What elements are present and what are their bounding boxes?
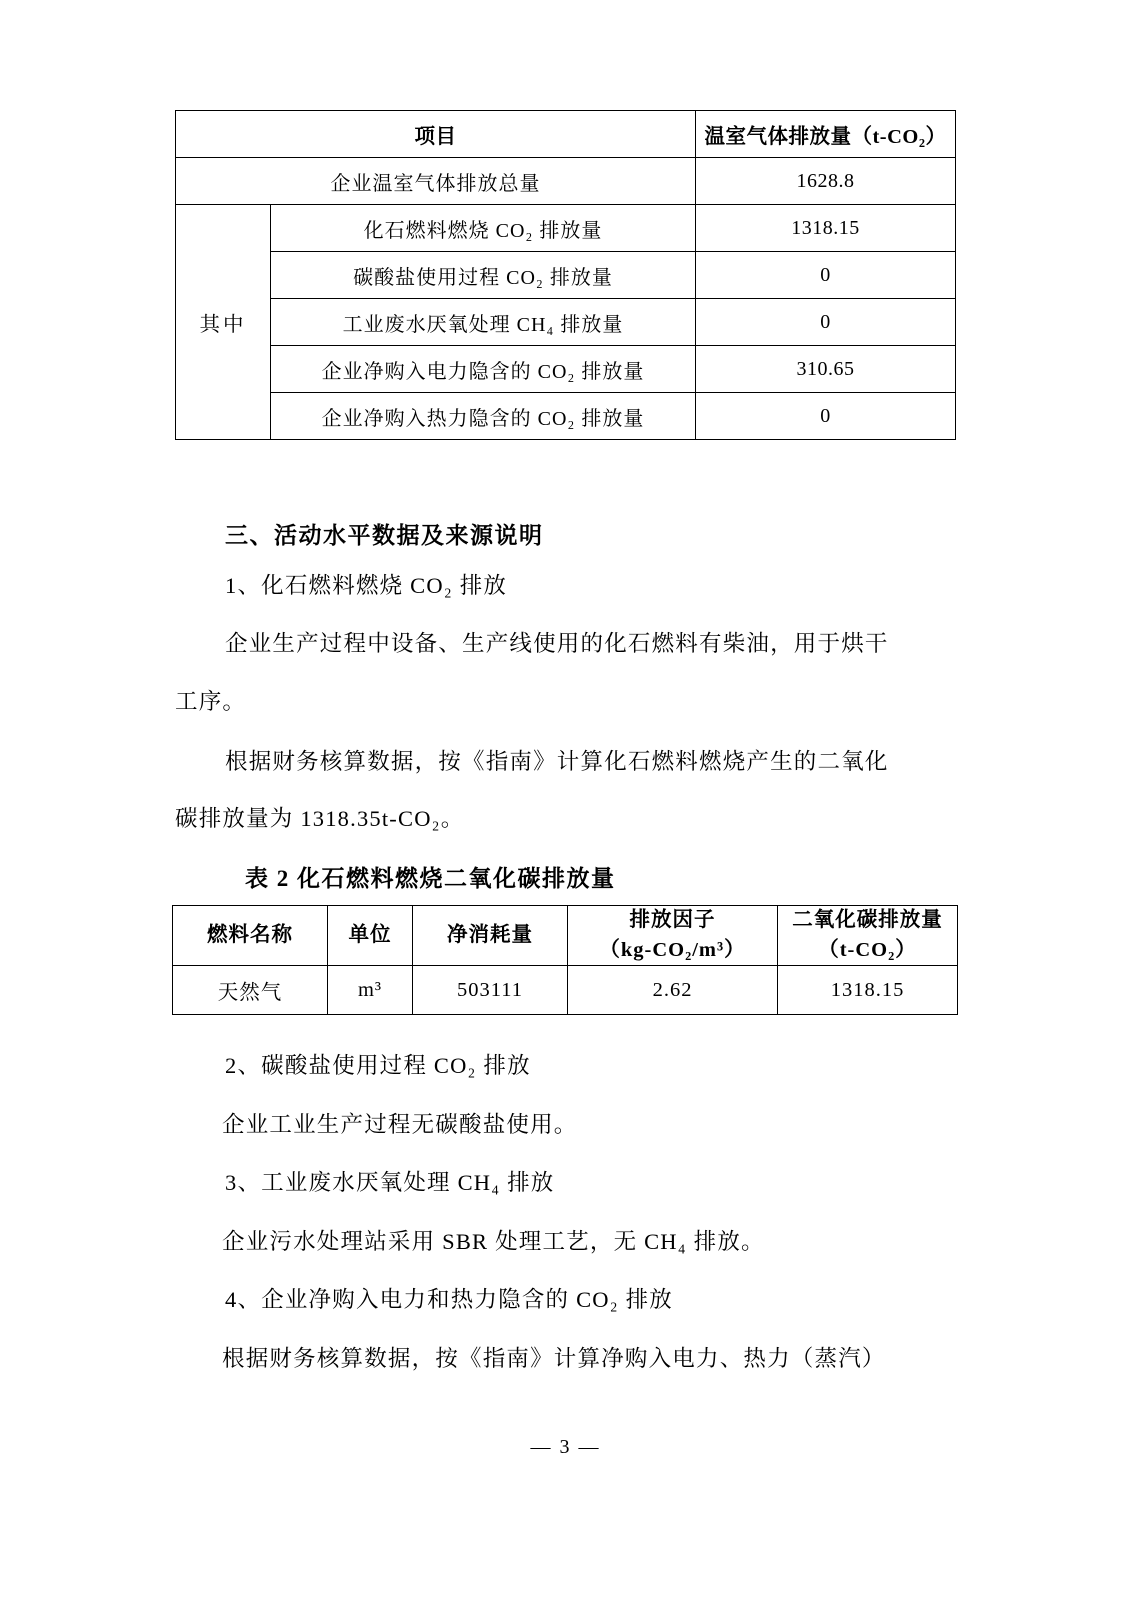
row-value-heat: 0 [696, 393, 956, 440]
table2-header-consumption: 净消耗量 [413, 906, 568, 966]
table-row [176, 252, 956, 299]
paragraph-5: 根据财务核算数据，按《指南》计算净购入电力、热力（蒸汽） [222, 1346, 886, 1371]
table2-header-factor [568, 906, 778, 966]
cell-unit: m³ [328, 966, 413, 1015]
table2-header-fuel: 燃料名称 [173, 906, 328, 966]
table2-header-emission-unit: （t-CO₂） [818, 938, 917, 961]
table-row [176, 346, 956, 393]
paragraph-1-line-2: 工序。 [175, 689, 247, 714]
table2-header-unit: 单位 [328, 906, 413, 966]
subsection-title-1: 1、化石燃料燃烧 CO₂ 排放 [225, 573, 508, 598]
paragraph-2-line-1: 根据财务核算数据，按《指南》计算化石燃料燃烧产生的二氧化 [225, 749, 889, 774]
cell-fuel-name: 天然气 [173, 966, 328, 1015]
paragraph-4: 企业污水处理站采用 SBR 处理工艺，无 CH₄ 排放。 [222, 1229, 765, 1254]
table1-header-value: 温室气体排放量（t-CO₂） [696, 111, 956, 158]
total-emissions-value: 1628.8 [696, 158, 956, 205]
row-label-wastewater: 工业废水厌氧处理 CH₄ 排放量 [271, 299, 696, 346]
paragraph-3: 企业工业生产过程无碳酸盐使用。 [222, 1112, 578, 1137]
table2-caption: 表 2 化石燃料燃烧二氧化碳排放量 [245, 866, 616, 891]
emissions-summary-table [175, 110, 956, 440]
row-value-carbonate: 0 [696, 252, 956, 299]
row-value-fossil-fuel: 1318.15 [696, 205, 956, 252]
page-number: — 3 — [530, 1436, 601, 1458]
subsection-title-2: 2、碳酸盐使用过程 CO₂ 排放 [225, 1053, 531, 1078]
table-header-row [176, 111, 956, 158]
section-heading-3: 三、活动水平数据及来源说明 [225, 523, 544, 548]
table-row [173, 966, 958, 1015]
table1-header-item: 项目 [176, 111, 696, 158]
table2-header-emission [778, 906, 958, 966]
row-label-carbonate: 碳酸盐使用过程 CO₂ 排放量 [271, 252, 696, 299]
table-header-row [173, 906, 958, 966]
table2-header-emission-text: 二氧化碳排放量 [792, 909, 943, 931]
table-row [176, 158, 956, 205]
cell-factor: 2.62 [568, 966, 778, 1015]
row-value-electricity: 310.65 [696, 346, 956, 393]
cell-emission: 1318.15 [778, 966, 958, 1015]
row-value-wastewater: 0 [696, 299, 956, 346]
table2-header-factor-unit: （kg-CO₂/m³） [599, 938, 746, 961]
paragraph-1-line-1: 企业生产过程中设备、生产线使用的化石燃料有柴油，用于烘干 [225, 631, 889, 656]
row-label-electricity: 企业净购入电力隐含的 CO₂ 排放量 [271, 346, 696, 393]
group-label-qizhong: 其中 [176, 205, 271, 440]
row-label-heat: 企业净购入热力隐含的 CO₂ 排放量 [271, 393, 696, 440]
row-label-fossil-fuel: 化石燃料燃烧 CO₂ 排放量 [271, 205, 696, 252]
subsection-title-4: 4、企业净购入电力和热力隐含的 CO₂ 排放 [225, 1287, 674, 1312]
table2-header-factor-text: 排放因子 [629, 909, 716, 931]
table-row [176, 299, 956, 346]
table-row [176, 205, 956, 252]
paragraph-2-line-2: 碳排放量为 1318.35t-CO₂。 [175, 806, 465, 831]
total-emissions-label: 企业温室气体排放总量 [176, 158, 696, 205]
table-row [176, 393, 956, 440]
fuel-combustion-table [172, 905, 958, 1015]
subsection-title-3: 3、工业废水厌氧处理 CH₄ 排放 [225, 1170, 555, 1195]
cell-consumption: 503111 [413, 966, 568, 1015]
